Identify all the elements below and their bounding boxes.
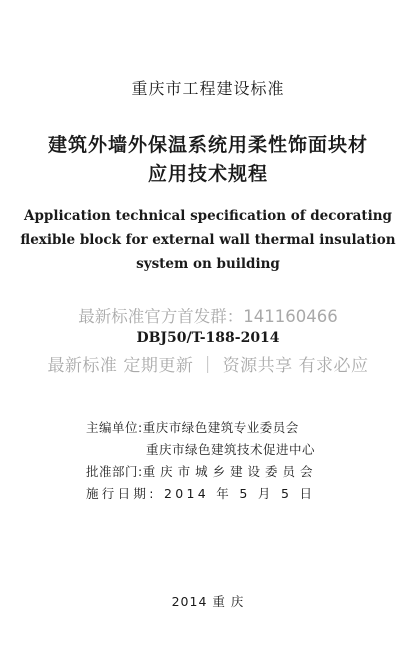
title-english-line-1: Application technical specification of decorating	[24, 208, 392, 224]
title-english-line-3: system on building	[136, 256, 280, 272]
footer-year-place: 2014 重 庆	[171, 594, 245, 609]
chief-editor-unit-second: 重庆市绿色建筑技术促进中心	[146, 442, 316, 457]
title-chinese-line-1: 建筑外墙外保温系统用柔性饰面块材	[47, 134, 368, 156]
standard-code: DBJ50/T-188-2014	[136, 330, 280, 346]
title-chinese-line-2: 应用技术规程	[147, 163, 268, 185]
title-english-line-2: flexible block for external wall thermal insulation	[20, 232, 396, 248]
approval-department: 批准部门:重 庆 市 城 乡 建 设 委 员 会	[86, 464, 313, 479]
chief-editor-unit: 主编单位:重庆市绿色建筑专业委员会	[86, 420, 299, 435]
effective-date: 施行日期: 2014 年 5 月 5 日	[86, 486, 316, 501]
watermark-line-2: 最新标准 定期更新 ｜ 资源共享 有求必应	[47, 356, 369, 376]
watermark-line-1: 最新标准官方首发群：141160466	[78, 307, 338, 326]
standard-category: 重庆市工程建设标准	[131, 79, 285, 98]
